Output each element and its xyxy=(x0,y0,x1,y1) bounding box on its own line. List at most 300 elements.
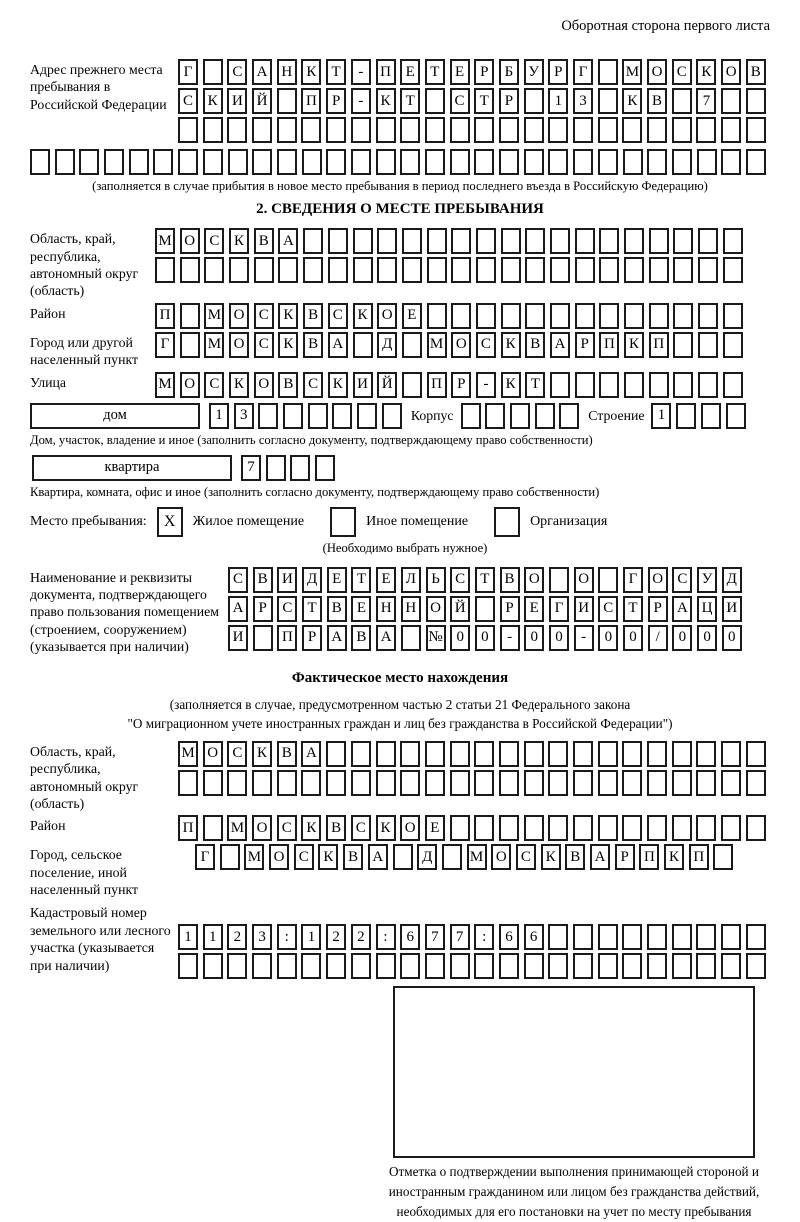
char-box[interactable]: Т xyxy=(400,88,420,114)
char-box[interactable]: М xyxy=(178,741,198,767)
char-box[interactable]: Г xyxy=(549,596,569,622)
char-box[interactable] xyxy=(721,770,741,796)
char-box[interactable] xyxy=(400,149,420,175)
char-box[interactable] xyxy=(427,303,447,329)
char-box[interactable]: Е xyxy=(376,567,396,593)
char-box[interactable] xyxy=(351,149,371,175)
char-box[interactable] xyxy=(673,332,693,358)
char-box[interactable] xyxy=(623,149,643,175)
char-box[interactable]: Й xyxy=(252,88,272,114)
char-box[interactable] xyxy=(598,149,618,175)
char-box[interactable] xyxy=(382,403,402,429)
char-box[interactable] xyxy=(227,953,247,979)
char-box[interactable] xyxy=(203,149,223,175)
char-box[interactable] xyxy=(278,257,298,283)
char-box[interactable]: С xyxy=(294,844,314,870)
char-box[interactable]: 3 xyxy=(234,403,254,429)
checkbox-other-premises[interactable] xyxy=(330,507,356,537)
char-box[interactable] xyxy=(525,303,545,329)
char-box[interactable]: Р xyxy=(326,88,346,114)
char-box[interactable]: П xyxy=(178,815,198,841)
char-box[interactable]: Д xyxy=(302,567,322,593)
char-box[interactable]: Е xyxy=(327,567,347,593)
char-box[interactable]: Н xyxy=(401,596,421,622)
char-box[interactable]: К xyxy=(696,59,716,85)
char-box[interactable]: К xyxy=(541,844,561,870)
char-box[interactable] xyxy=(376,770,396,796)
checkbox-dwelling[interactable]: X xyxy=(157,507,183,537)
char-box[interactable]: К xyxy=(376,815,396,841)
char-box[interactable] xyxy=(351,770,371,796)
char-box[interactable] xyxy=(696,741,716,767)
char-box[interactable] xyxy=(599,372,619,398)
char-box[interactable] xyxy=(501,228,521,254)
char-box[interactable] xyxy=(524,741,544,767)
char-box[interactable] xyxy=(303,257,323,283)
char-box[interactable] xyxy=(696,770,716,796)
char-box[interactable]: Р xyxy=(548,59,568,85)
char-box[interactable]: И xyxy=(722,596,742,622)
char-box[interactable]: С xyxy=(351,815,371,841)
char-box[interactable] xyxy=(326,117,346,143)
char-box[interactable]: П xyxy=(689,844,709,870)
char-box[interactable]: У xyxy=(697,567,717,593)
char-box[interactable] xyxy=(400,117,420,143)
char-box[interactable]: 1 xyxy=(651,403,671,429)
char-box[interactable] xyxy=(326,953,346,979)
char-box[interactable]: С xyxy=(227,741,247,767)
char-box[interactable] xyxy=(501,303,521,329)
char-box[interactable] xyxy=(721,88,741,114)
char-box[interactable]: Е xyxy=(400,59,420,85)
char-box[interactable] xyxy=(227,770,247,796)
char-box[interactable]: К xyxy=(376,88,396,114)
char-box[interactable]: И xyxy=(353,372,373,398)
char-box[interactable]: В xyxy=(565,844,585,870)
char-box[interactable]: 0 xyxy=(722,625,742,651)
char-box[interactable] xyxy=(425,117,445,143)
char-box[interactable]: Т xyxy=(623,596,643,622)
char-box[interactable] xyxy=(697,149,717,175)
char-box[interactable] xyxy=(548,815,568,841)
char-box[interactable]: : xyxy=(376,924,396,950)
char-box[interactable]: - xyxy=(476,372,496,398)
char-box[interactable]: А xyxy=(328,332,348,358)
char-box[interactable] xyxy=(203,815,223,841)
char-box[interactable] xyxy=(203,59,223,85)
char-box[interactable] xyxy=(402,257,422,283)
char-box[interactable] xyxy=(548,953,568,979)
char-box[interactable]: О xyxy=(524,567,544,593)
char-box[interactable]: О xyxy=(254,372,274,398)
char-box[interactable] xyxy=(351,741,371,767)
char-box[interactable]: А xyxy=(301,741,321,767)
char-box[interactable] xyxy=(203,117,223,143)
char-box[interactable]: К xyxy=(624,332,644,358)
char-box[interactable] xyxy=(746,953,766,979)
char-box[interactable]: И xyxy=(277,567,297,593)
char-box[interactable] xyxy=(622,770,642,796)
char-box[interactable] xyxy=(672,924,692,950)
char-box[interactable] xyxy=(673,372,693,398)
char-box[interactable] xyxy=(622,815,642,841)
char-box[interactable] xyxy=(400,953,420,979)
char-box[interactable]: Т xyxy=(351,567,371,593)
char-box[interactable]: С xyxy=(204,372,224,398)
char-box[interactable] xyxy=(723,257,743,283)
char-box[interactable]: С xyxy=(228,567,248,593)
char-box[interactable] xyxy=(524,88,544,114)
char-box[interactable]: Р xyxy=(499,88,519,114)
char-box[interactable] xyxy=(622,924,642,950)
char-box[interactable]: 0 xyxy=(450,625,470,651)
char-box[interactable]: О xyxy=(574,567,594,593)
char-box[interactable] xyxy=(499,741,519,767)
char-box[interactable] xyxy=(647,741,667,767)
char-box[interactable] xyxy=(302,149,322,175)
char-box[interactable]: М xyxy=(622,59,642,85)
char-box[interactable]: Л xyxy=(401,567,421,593)
char-box[interactable]: Н xyxy=(277,59,297,85)
char-box[interactable]: К xyxy=(318,844,338,870)
char-box[interactable]: С xyxy=(328,303,348,329)
char-box[interactable] xyxy=(376,741,396,767)
char-box[interactable]: Р xyxy=(302,625,322,651)
char-box[interactable] xyxy=(672,117,692,143)
char-box[interactable] xyxy=(252,770,272,796)
char-box[interactable] xyxy=(624,303,644,329)
char-box[interactable] xyxy=(698,303,718,329)
char-box[interactable]: Д xyxy=(417,844,437,870)
char-box[interactable] xyxy=(229,257,249,283)
char-box[interactable]: 0 xyxy=(697,625,717,651)
char-box[interactable]: А xyxy=(228,596,248,622)
char-box[interactable]: / xyxy=(648,625,668,651)
char-box[interactable] xyxy=(277,149,297,175)
char-box[interactable]: О xyxy=(400,815,420,841)
char-box[interactable]: А xyxy=(376,625,396,651)
char-box[interactable] xyxy=(599,228,619,254)
char-box[interactable]: П xyxy=(155,303,175,329)
char-box[interactable] xyxy=(474,770,494,796)
char-box[interactable]: И xyxy=(228,625,248,651)
char-box[interactable] xyxy=(253,625,273,651)
char-box[interactable] xyxy=(647,815,667,841)
char-box[interactable]: Т xyxy=(302,596,322,622)
char-box[interactable]: О xyxy=(180,372,200,398)
char-box[interactable] xyxy=(180,257,200,283)
char-box[interactable]: Е xyxy=(425,815,445,841)
char-box[interactable] xyxy=(746,770,766,796)
char-box[interactable]: А xyxy=(368,844,388,870)
char-box[interactable] xyxy=(575,372,595,398)
char-box[interactable] xyxy=(599,257,619,283)
char-box[interactable] xyxy=(524,149,544,175)
char-box[interactable]: В xyxy=(525,332,545,358)
char-box[interactable] xyxy=(622,953,642,979)
char-box[interactable]: И xyxy=(574,596,594,622)
char-box[interactable] xyxy=(425,770,445,796)
char-box[interactable] xyxy=(308,403,328,429)
char-box[interactable]: А xyxy=(278,228,298,254)
char-box[interactable] xyxy=(598,815,618,841)
char-box[interactable] xyxy=(598,567,618,593)
char-box[interactable]: - xyxy=(351,59,371,85)
char-box[interactable]: Р xyxy=(474,59,494,85)
char-box[interactable] xyxy=(277,770,297,796)
char-box[interactable] xyxy=(450,953,470,979)
char-box[interactable] xyxy=(696,953,716,979)
char-box[interactable] xyxy=(180,332,200,358)
char-box[interactable] xyxy=(624,228,644,254)
char-box[interactable] xyxy=(672,815,692,841)
char-box[interactable]: Й xyxy=(450,596,470,622)
char-box[interactable]: Ь xyxy=(426,567,446,593)
char-box[interactable]: 1 xyxy=(178,924,198,950)
char-box[interactable] xyxy=(79,149,99,175)
char-box[interactable]: С xyxy=(204,228,224,254)
char-box[interactable]: С xyxy=(598,596,618,622)
char-box[interactable]: Д xyxy=(722,567,742,593)
char-box[interactable] xyxy=(647,149,667,175)
char-box[interactable]: Г xyxy=(623,567,643,593)
char-box[interactable] xyxy=(353,332,373,358)
char-box[interactable]: К xyxy=(301,59,321,85)
char-box[interactable] xyxy=(258,403,278,429)
char-box[interactable] xyxy=(228,149,248,175)
char-box[interactable]: О xyxy=(647,59,667,85)
char-box[interactable] xyxy=(624,257,644,283)
char-box[interactable]: М xyxy=(467,844,487,870)
char-box[interactable]: С xyxy=(450,88,470,114)
char-box[interactable]: О xyxy=(426,596,446,622)
char-box[interactable] xyxy=(400,770,420,796)
char-box[interactable]: 3 xyxy=(573,88,593,114)
char-box[interactable]: С xyxy=(277,815,297,841)
char-box[interactable]: В xyxy=(253,567,273,593)
char-box[interactable] xyxy=(622,117,642,143)
char-box[interactable]: К xyxy=(229,372,249,398)
char-box[interactable]: О xyxy=(180,228,200,254)
char-box[interactable] xyxy=(598,741,618,767)
char-box[interactable] xyxy=(474,741,494,767)
char-box[interactable] xyxy=(377,257,397,283)
char-box[interactable] xyxy=(524,953,544,979)
char-box[interactable]: М xyxy=(244,844,264,870)
char-box[interactable]: С xyxy=(672,59,692,85)
char-box[interactable] xyxy=(598,88,618,114)
char-box[interactable]: - xyxy=(351,88,371,114)
char-box[interactable]: О xyxy=(229,303,249,329)
char-box[interactable]: Т xyxy=(425,59,445,85)
char-box[interactable]: П xyxy=(599,332,619,358)
char-box[interactable] xyxy=(696,117,716,143)
char-box[interactable]: О xyxy=(721,59,741,85)
char-box[interactable] xyxy=(721,741,741,767)
char-box[interactable]: Б xyxy=(499,59,519,85)
char-box[interactable] xyxy=(129,149,149,175)
char-box[interactable] xyxy=(598,770,618,796)
char-box[interactable]: М xyxy=(155,228,175,254)
char-box[interactable]: Е xyxy=(450,59,470,85)
char-box[interactable]: В xyxy=(647,88,667,114)
char-box[interactable] xyxy=(377,228,397,254)
char-box[interactable]: Д xyxy=(377,332,397,358)
char-box[interactable] xyxy=(698,228,718,254)
char-box[interactable] xyxy=(277,953,297,979)
char-box[interactable] xyxy=(277,88,297,114)
char-box[interactable] xyxy=(599,303,619,329)
char-box[interactable]: 6 xyxy=(524,924,544,950)
char-box[interactable] xyxy=(698,372,718,398)
char-box[interactable] xyxy=(155,257,175,283)
char-box[interactable]: О xyxy=(451,332,471,358)
char-box[interactable] xyxy=(203,953,223,979)
char-box[interactable]: К xyxy=(278,332,298,358)
char-box[interactable]: 7 xyxy=(241,455,261,481)
char-box[interactable] xyxy=(721,815,741,841)
char-box[interactable] xyxy=(525,257,545,283)
char-box[interactable] xyxy=(573,770,593,796)
char-box[interactable] xyxy=(425,149,445,175)
char-box[interactable]: Й xyxy=(377,372,397,398)
char-box[interactable]: 1 xyxy=(548,88,568,114)
char-box[interactable] xyxy=(290,455,310,481)
char-box[interactable]: А xyxy=(672,596,692,622)
char-box[interactable] xyxy=(649,372,669,398)
char-box[interactable] xyxy=(450,815,470,841)
char-box[interactable] xyxy=(425,741,445,767)
char-box[interactable] xyxy=(400,741,420,767)
char-box[interactable] xyxy=(326,149,346,175)
char-box[interactable]: М xyxy=(204,303,224,329)
char-box[interactable]: К xyxy=(501,372,521,398)
char-box[interactable]: С xyxy=(476,332,496,358)
char-box[interactable] xyxy=(474,117,494,143)
char-box[interactable] xyxy=(713,844,733,870)
char-box[interactable] xyxy=(649,303,669,329)
char-box[interactable]: В xyxy=(254,228,274,254)
char-box[interactable] xyxy=(647,770,667,796)
char-box[interactable]: К xyxy=(278,303,298,329)
char-box[interactable] xyxy=(451,228,471,254)
char-box[interactable] xyxy=(673,257,693,283)
char-box[interactable] xyxy=(672,741,692,767)
char-box[interactable] xyxy=(326,770,346,796)
char-box[interactable]: С xyxy=(450,567,470,593)
char-box[interactable] xyxy=(510,403,530,429)
char-box[interactable]: П xyxy=(277,625,297,651)
char-box[interactable] xyxy=(673,303,693,329)
char-box[interactable] xyxy=(451,303,471,329)
char-box[interactable] xyxy=(575,257,595,283)
char-box[interactable]: 7 xyxy=(425,924,445,950)
char-box[interactable] xyxy=(30,149,50,175)
char-box[interactable]: М xyxy=(155,372,175,398)
char-box[interactable]: Н xyxy=(376,596,396,622)
char-box[interactable] xyxy=(442,844,462,870)
char-box[interactable] xyxy=(476,228,496,254)
char-box[interactable] xyxy=(178,149,198,175)
char-box[interactable] xyxy=(746,924,766,950)
char-box[interactable]: Р xyxy=(575,332,595,358)
char-box[interactable]: Р xyxy=(615,844,635,870)
char-box[interactable] xyxy=(353,228,373,254)
char-box[interactable] xyxy=(721,924,741,950)
char-box[interactable] xyxy=(598,953,618,979)
char-box[interactable]: Е xyxy=(351,596,371,622)
char-box[interactable]: С xyxy=(277,596,297,622)
char-box[interactable]: 0 xyxy=(475,625,495,651)
char-box[interactable]: Т xyxy=(474,88,494,114)
char-box[interactable] xyxy=(550,372,570,398)
char-box[interactable] xyxy=(178,770,198,796)
char-box[interactable] xyxy=(203,770,223,796)
char-box[interactable] xyxy=(376,117,396,143)
char-box[interactable] xyxy=(328,257,348,283)
char-box[interactable] xyxy=(598,924,618,950)
char-box[interactable]: В xyxy=(746,59,766,85)
char-box[interactable]: В xyxy=(303,332,323,358)
char-box[interactable] xyxy=(499,117,519,143)
char-box[interactable] xyxy=(524,117,544,143)
char-box[interactable]: Г xyxy=(573,59,593,85)
char-box[interactable] xyxy=(402,372,422,398)
char-box[interactable] xyxy=(357,403,377,429)
char-box[interactable] xyxy=(254,257,274,283)
char-box[interactable] xyxy=(485,403,505,429)
char-box[interactable] xyxy=(461,403,481,429)
char-box[interactable]: - xyxy=(574,625,594,651)
char-box[interactable]: 7 xyxy=(696,88,716,114)
char-box[interactable] xyxy=(499,815,519,841)
char-box[interactable] xyxy=(649,228,669,254)
char-box[interactable]: К xyxy=(252,741,272,767)
char-box[interactable] xyxy=(427,257,447,283)
char-box[interactable]: 2 xyxy=(326,924,346,950)
char-box[interactable] xyxy=(548,770,568,796)
char-box[interactable]: 0 xyxy=(549,625,569,651)
char-box[interactable] xyxy=(698,332,718,358)
char-box[interactable]: А xyxy=(252,59,272,85)
char-box[interactable]: 6 xyxy=(499,924,519,950)
char-box[interactable] xyxy=(301,117,321,143)
char-box[interactable]: В xyxy=(278,372,298,398)
char-box[interactable] xyxy=(723,332,743,358)
char-box[interactable] xyxy=(575,303,595,329)
char-box[interactable] xyxy=(475,596,495,622)
char-box[interactable]: П xyxy=(376,59,396,85)
char-box[interactable]: К xyxy=(229,228,249,254)
char-box[interactable] xyxy=(450,117,470,143)
char-box[interactable]: О xyxy=(252,815,272,841)
char-box[interactable]: С xyxy=(516,844,536,870)
char-box[interactable]: О xyxy=(269,844,289,870)
char-box[interactable]: К xyxy=(664,844,684,870)
char-box[interactable] xyxy=(474,953,494,979)
char-box[interactable] xyxy=(402,228,422,254)
char-box[interactable]: Г xyxy=(155,332,175,358)
char-box[interactable] xyxy=(474,815,494,841)
char-box[interactable] xyxy=(178,953,198,979)
char-box[interactable] xyxy=(573,953,593,979)
char-box[interactable]: С xyxy=(303,372,323,398)
char-box[interactable]: О xyxy=(203,741,223,767)
char-box[interactable] xyxy=(393,844,413,870)
char-box[interactable] xyxy=(328,228,348,254)
char-box[interactable] xyxy=(450,149,470,175)
char-box[interactable]: В xyxy=(343,844,363,870)
